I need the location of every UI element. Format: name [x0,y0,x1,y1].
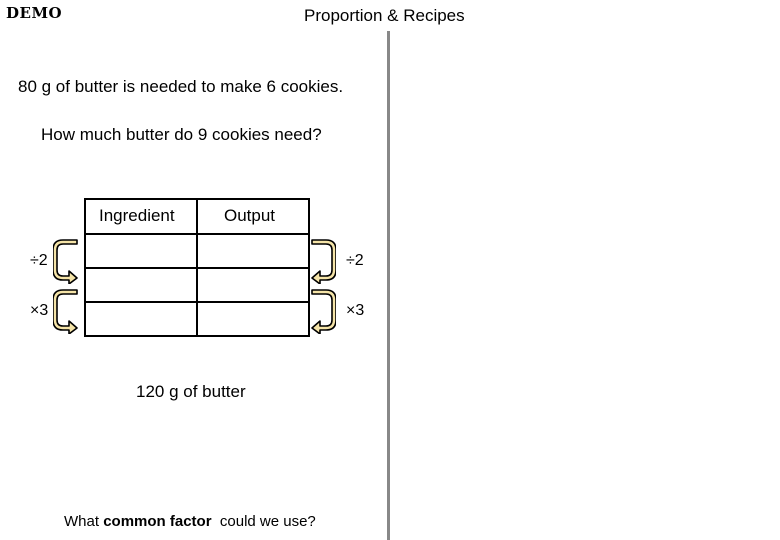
table-row [85,268,309,302]
prompt-text-bold: common factor [103,513,212,530]
column-header-ingredient: Ingredient [99,206,175,225]
right-operation-label: ÷2 [346,252,364,269]
prompt-question [64,513,316,530]
curved-arrow-icon [53,288,79,334]
table-cell[interactable] [197,302,309,336]
curved-arrow-icon [53,238,79,284]
table-row [85,234,309,268]
left-operation-label: ÷2 [30,252,48,269]
curved-arrow-icon [310,288,336,334]
answer-text: 120 g of butter [136,382,246,401]
prompt-text-after: could we use? [211,513,316,530]
curved-arrow-icon [310,238,336,284]
table-cell[interactable] [85,302,197,336]
table-cell[interactable] [85,234,197,268]
problem-question: How much butter do 9 cookies need? [41,125,322,144]
table-cell[interactable] [85,268,197,302]
table-cell[interactable] [197,234,309,268]
left-operation-label: ×3 [30,302,49,319]
slide-title: Proportion & Recipes [304,6,465,25]
vertical-divider [387,31,390,540]
column-header-output: Output [224,206,276,225]
problem-statement: 80 g of butter is needed to make 6 cookies. [18,77,344,96]
table-row [85,302,309,336]
logo-text: DEMO [6,4,63,22]
table-cell[interactable] [197,268,309,302]
right-operation-label: ×3 [346,302,365,319]
prompt-text-before: What [64,513,104,530]
